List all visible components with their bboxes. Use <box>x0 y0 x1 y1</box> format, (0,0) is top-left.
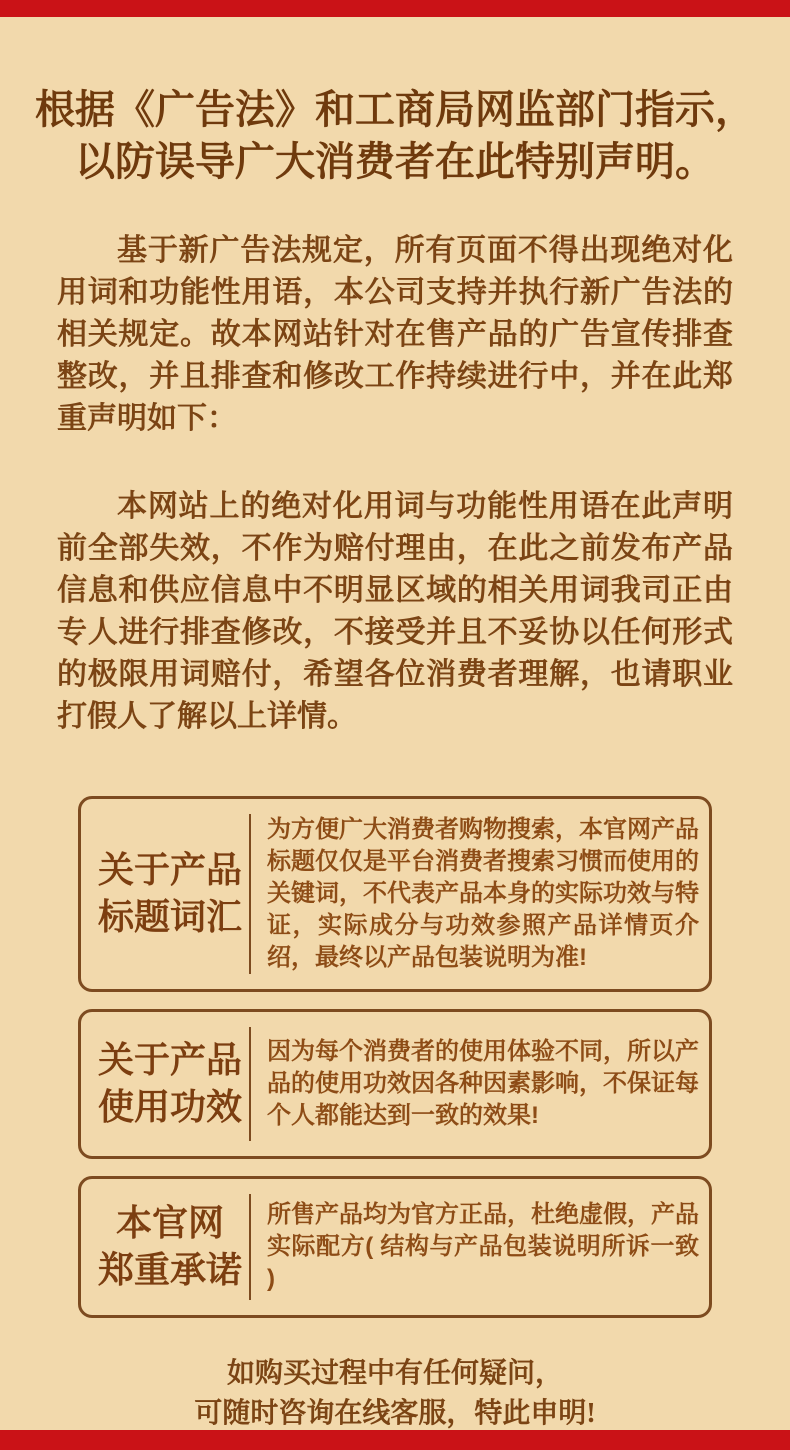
footer-line2: 可随时咨询在线客服，特此申明! <box>194 1398 596 1429</box>
notice-box-official-promise-text: 所售产品均为官方正品，杜绝虚假，产品实际配方( 结构与产品包装说明所诉一致 ) <box>267 1201 699 1292</box>
notice-box-product-title-label <box>81 847 249 941</box>
page-title-line1: 根据《广告法》和工商局网监部门指示， <box>35 87 755 132</box>
bottom-red-bar <box>0 1430 790 1450</box>
page-title <box>0 0 790 188</box>
label-line2: 郑重承诺 <box>97 1250 242 1290</box>
paragraph-regulation: 基于新广告法规定，所有页面不得出现绝对化用词和功能性用语，本公司支持并执行新广告法的相关规定。故本网站针对在售产品的广告宣传排查整改，并且排查和修改工作持续进行中，并在此郑重声明如下： <box>57 234 733 435</box>
notice-box-product-efficacy-label <box>81 1037 249 1131</box>
notice-box-product-title <box>78 796 712 992</box>
top-red-bar <box>0 0 790 17</box>
footer-line1: 如购买过程中有任何疑问， <box>226 1358 563 1389</box>
label-line1: 关于产品 <box>97 850 242 890</box>
notice-box-product-title-text: 为方便广大消费者购物搜索，本官网产品标题仅仅是平台消费者搜索习惯而使用的关键词，不代表产品本身的实际功效与特证，实际成分与功效参照产品详情页介绍，最终以产品包装说明为准! <box>267 816 699 971</box>
notice-box-product-efficacy-text: 因为每个消费者的使用体验不同，所以产品的使用功效因各种因素影响，不保证每个人都能达到一致的效果! <box>267 1038 699 1129</box>
paragraph-declaration: 本网站上的绝对化用词与功能性用语在此声明前全部失效，不作为赔付理由，在此之前发布产品信息和供应信息中不明显区域的相关用词我司正由专人进行排查修改，不接受并且不妥协以任何形式的极限用词赔付，希望各位消费者理解，也请职业打假人了解以上详情。 <box>57 490 733 733</box>
label-line2: 标题词汇 <box>97 897 242 937</box>
notice-box-official-promise-label <box>81 1200 249 1294</box>
page-title-line2: 以防误导广大消费者在此特别声明。 <box>75 139 715 184</box>
notice-box-product-efficacy <box>78 1009 712 1159</box>
footer-note <box>0 1354 790 1434</box>
label-line1: 关于产品 <box>97 1040 242 1080</box>
label-line1: 本官网 <box>115 1203 224 1243</box>
label-line2: 使用功效 <box>97 1087 242 1127</box>
notice-box-official-promise <box>78 1176 712 1318</box>
